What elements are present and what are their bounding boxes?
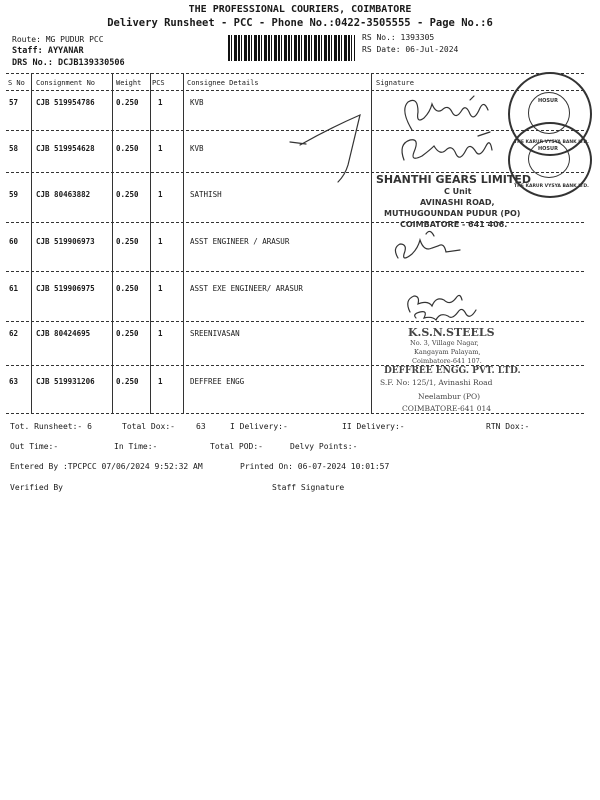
verified-by: Verified By [10, 483, 63, 492]
row-sno: 61 [9, 284, 19, 293]
row-consignee: SREENIVASAN [190, 329, 240, 338]
row-weight: 0.250 [116, 284, 139, 293]
row-consignee: KVB [190, 144, 204, 153]
total-dox-label: Total Dox:- [122, 422, 175, 431]
total-pod: Total POD:- [210, 442, 263, 451]
out-time: Out Time:- [10, 442, 59, 451]
row-pcs: 1 [158, 237, 163, 246]
route-label: Route: MG PUDUR PCC [12, 35, 104, 44]
rs-number: RS No.: 1393305 [362, 33, 435, 42]
row-pcs: 1 [158, 144, 163, 153]
rs-date: RS Date: 06-Jul-2024 [362, 45, 459, 54]
company-stamp-line: S.F. No: 125/1, Avinashi Road [380, 378, 493, 387]
col-header-consignee: Consignee Details [187, 79, 259, 87]
bank-seal-stamp [508, 122, 592, 198]
col-header-pcs: PCS [152, 79, 165, 87]
row-consignment: CJB 519954786 [36, 98, 95, 107]
row-pcs: 1 [158, 284, 163, 293]
col-header-weight: Weight [116, 79, 142, 87]
ii-delivery: II Delivery:- [342, 422, 405, 431]
company-stamp-line: Neelambur (PO) [418, 392, 481, 401]
i-delivery: I Delivery:- [230, 422, 288, 431]
company-stamp-name: DEFFREE ENGG. PVT. LTD. [384, 366, 521, 376]
row-consignee: ASST EXE ENGINEER/ ARASUR [190, 284, 303, 293]
row-consignee: ASST ENGINEER / ARASUR [190, 237, 290, 246]
row-pcs: 1 [158, 98, 163, 107]
row-consignment: CJB 519931206 [36, 377, 95, 386]
col-header-signature: Signature [376, 79, 414, 87]
col-header-consignment: Consignment No [36, 79, 96, 87]
row-consignee: SATHISH [190, 190, 222, 199]
runsheet-subtitle: Delivery Runsheet - PCC - Phone No.:0422-3505555 - Page No.:6 [107, 17, 493, 29]
row-weight: 0.250 [116, 98, 139, 107]
row-sno: 59 [9, 190, 19, 199]
row-weight: 0.250 [116, 144, 139, 153]
row-consignment: CJB 80424695 [36, 329, 91, 338]
row-pcs: 1 [158, 377, 163, 386]
row-sno: 63 [9, 377, 19, 386]
company-stamp-unit: C Unit [444, 187, 472, 196]
company-title: THE PROFESSIONAL COURIERS, COIMBATORE [188, 4, 412, 15]
row-sno: 57 [9, 98, 19, 107]
rtn-dox: RTN Dox:- [486, 422, 530, 431]
company-stamp-line: COIMBATORE-641 014 [402, 404, 492, 413]
staff-signature: Staff Signature [272, 483, 345, 492]
seal-center-text: HOSUR [538, 98, 558, 104]
company-stamp-name: SHANTHI GEARS LIMITED [376, 173, 532, 186]
company-stamp-line: Coimbatore-641 107. [412, 357, 482, 365]
row-consignment: CJB 519906975 [36, 284, 95, 293]
row-consignee: DEFFREE ENGG [190, 377, 245, 386]
row-weight: 0.250 [116, 377, 139, 386]
total-dox-value: 63 [196, 422, 206, 431]
row-weight: 0.250 [116, 237, 139, 246]
row-weight: 0.250 [116, 190, 139, 199]
tick-mark [300, 115, 360, 182]
company-stamp-line: No. 3, Village Nagar, [410, 339, 479, 347]
company-stamp-name: K.S.N.STEELS [408, 326, 495, 339]
company-stamp-city: COIMBATORE - 641 406. [400, 220, 508, 229]
printed-on: Printed On: 06-07-2024 10:01:57 [240, 462, 390, 471]
row-consignment: CJB 80463882 [36, 190, 91, 199]
in-time: In Time:- [114, 442, 158, 451]
row-sno: 60 [9, 237, 19, 246]
drs-number: DRS No.: DCJB139330506 [12, 58, 125, 68]
row-pcs: 1 [158, 329, 163, 338]
row-sno: 58 [9, 144, 19, 153]
delvy-points: Delvy Points:- [290, 442, 358, 451]
staff-label: Staff: AYYANAR [12, 46, 84, 56]
row-consignment: CJB 519954628 [36, 144, 95, 153]
row-sno: 62 [9, 329, 19, 338]
company-stamp-road: AVINASHI ROAD, [420, 198, 495, 207]
entered-by: Entered By :TPCPCC 07/06/2024 9:52:32 AM [10, 462, 203, 471]
seal-ring-text: THE KARUR VYSYA BANK LTD. [514, 140, 589, 145]
seal-center-text: HOSUR [538, 146, 558, 152]
row-consignee: KVB [190, 98, 204, 107]
col-header-sno: S No [8, 79, 25, 87]
row-pcs: 1 [158, 190, 163, 199]
seal-ring-text: THE KARUR VYSYA BANK LTD. [514, 184, 589, 189]
total-runsheet: Tot. Runsheet:- 6 [10, 422, 92, 431]
company-stamp-place: MUTHUGOUNDAN PUDUR (PO) [384, 209, 521, 218]
row-weight: 0.250 [116, 329, 139, 338]
company-stamp-line: Kangayam Palayam, [414, 348, 481, 356]
row-consignment: CJB 519906973 [36, 237, 95, 246]
